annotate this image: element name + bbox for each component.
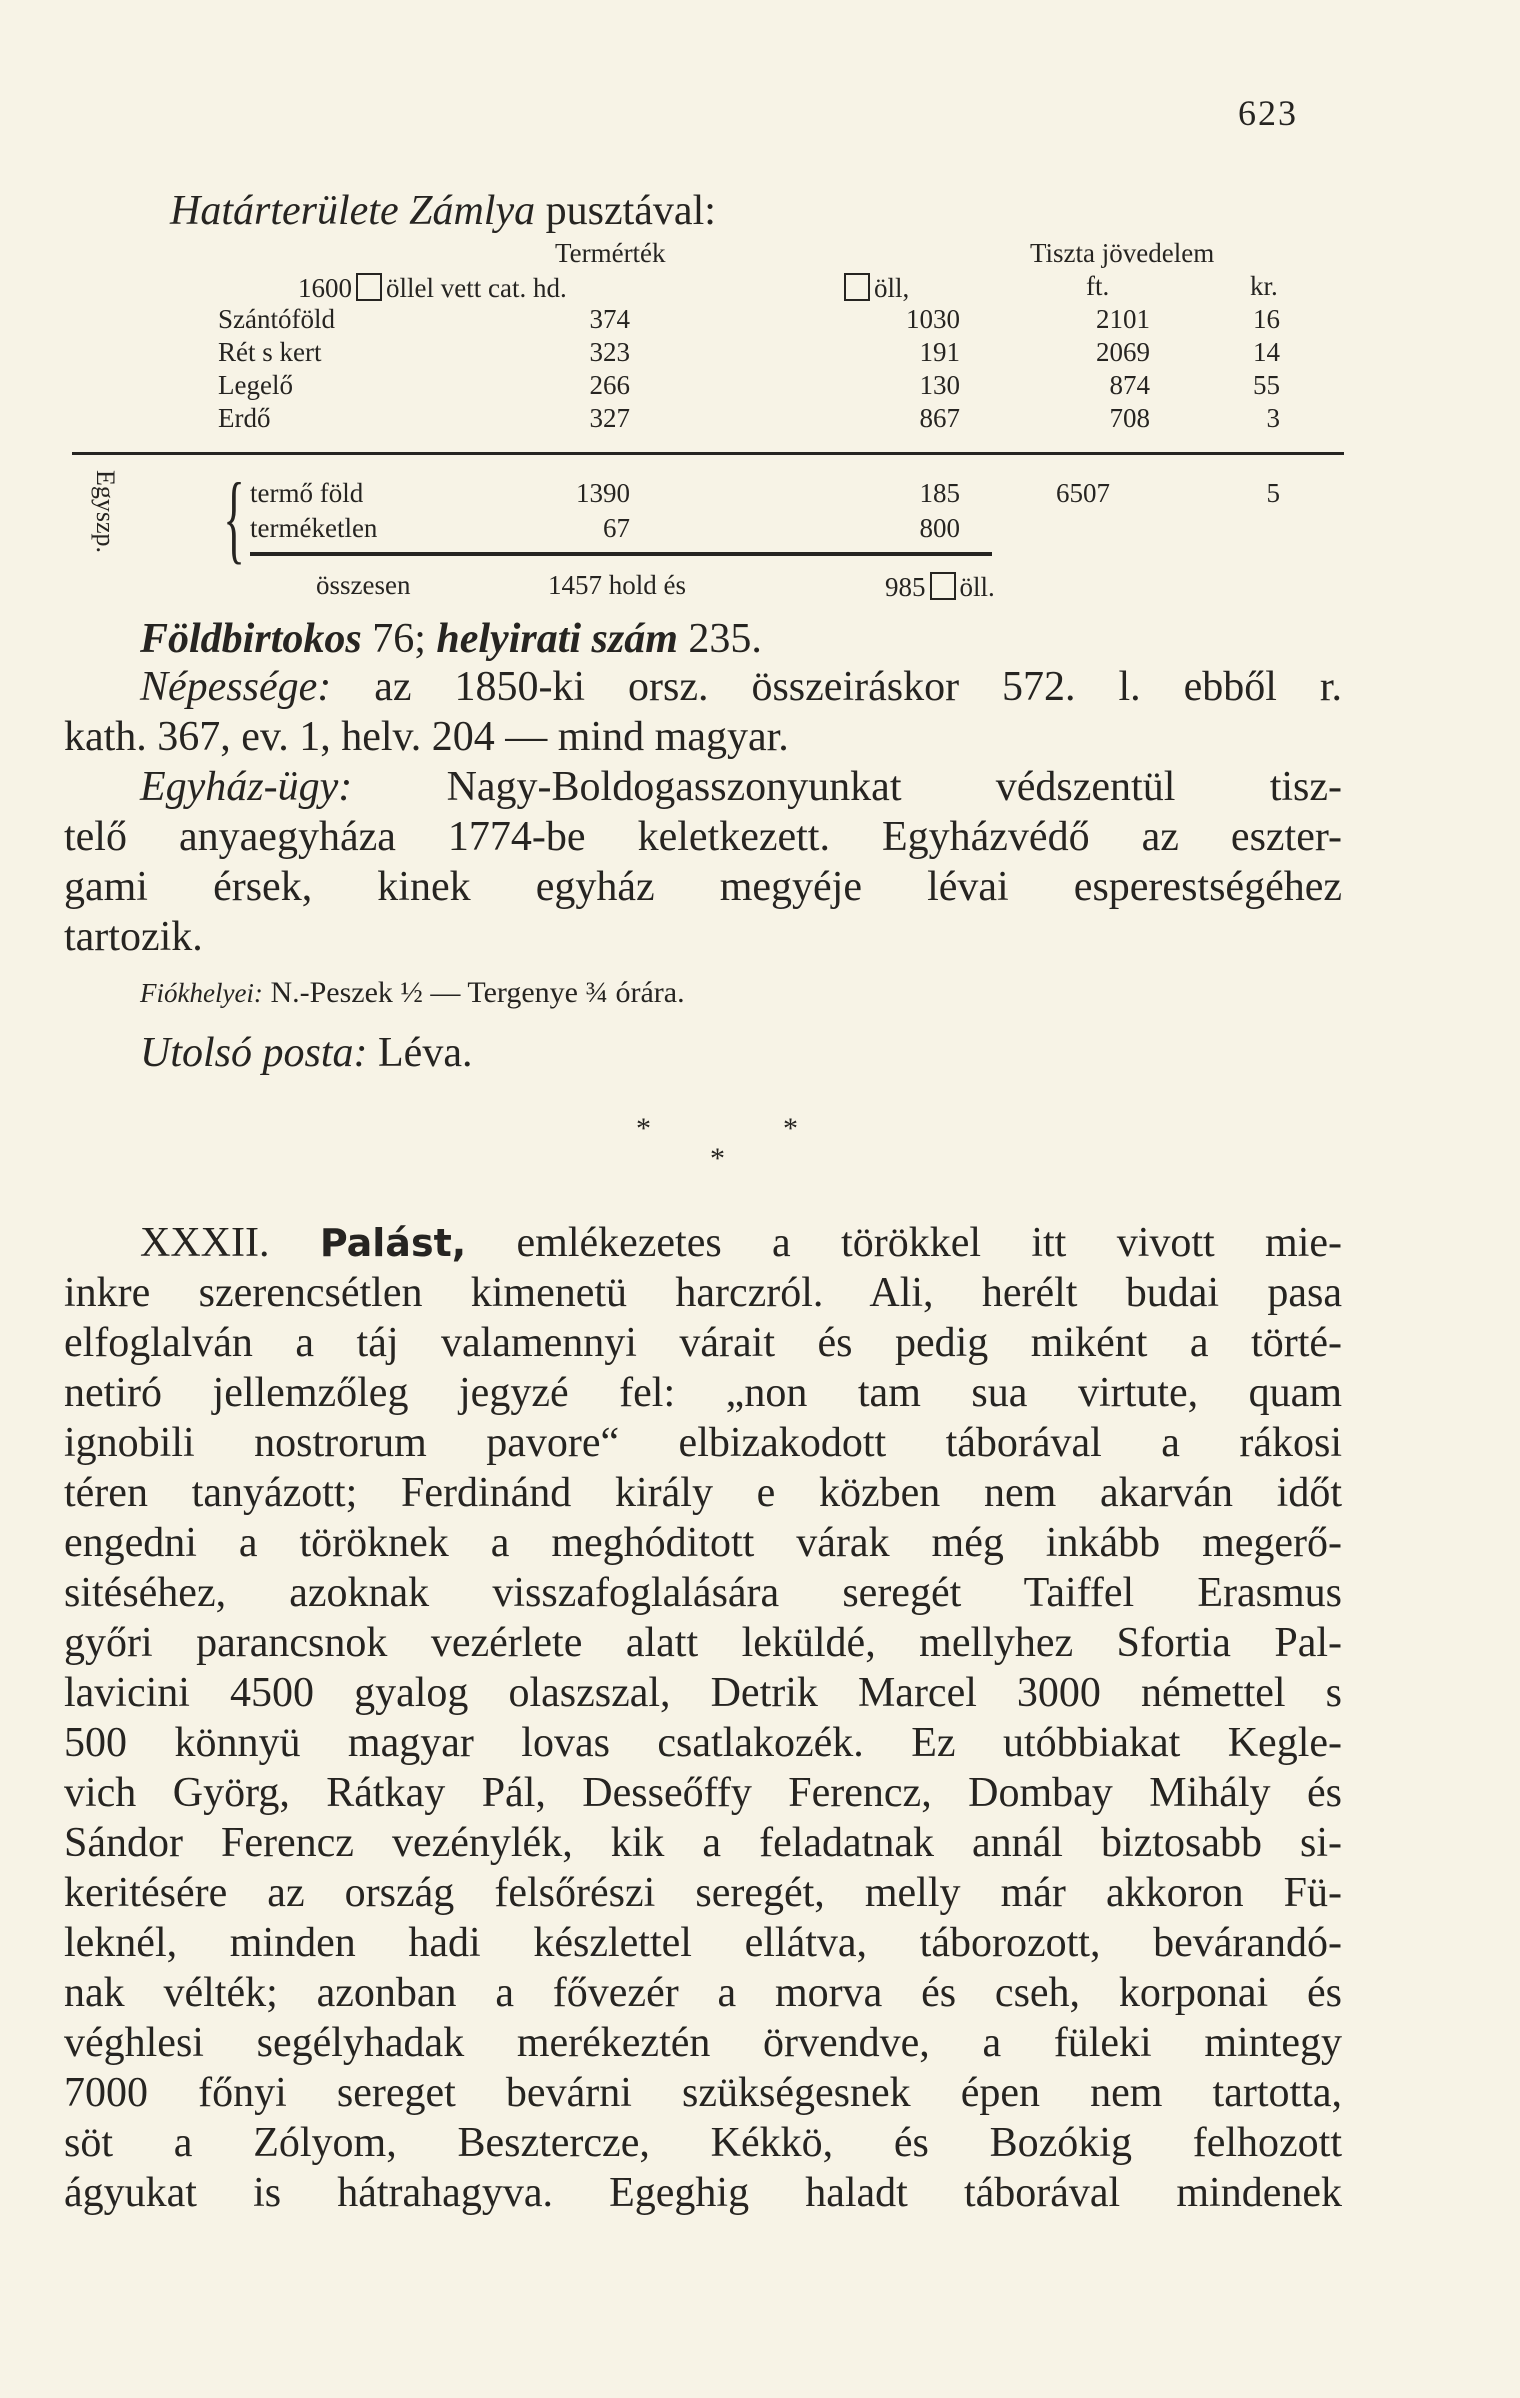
summary-oll: 800 [919,513,960,543]
section-line: engedni a töröknek a meghóditott várak még inkább megerő- [64,1520,1342,1566]
square-icon [844,273,870,301]
asterisk-icon: * [710,1142,725,1175]
fiokhelyei-label: Fiókhelyei: [140,978,263,1008]
section-line-1 [140,1222,1342,1264]
section-text: emlékezetes a törökkel itt vivott mie- [516,1220,1343,1266]
section-line: inkre szerencsétlen kimenetü harczról. Ali, herélt budai pasa [64,1270,1342,1316]
section-line: téren tanyázott; Ferdinánd király e közben nem akarván időt [64,1470,1342,1516]
table-header-box-label: öllel vett cat. hd. [386,273,567,303]
table-header-oll-label: öll, [874,273,910,303]
posta-label: Utolsó posta: [140,1030,368,1076]
nepesseg-line-2: kath. 367, ev. 1, helv. 204 — mind magyar. [64,714,789,760]
section-line: vich Györg, Rátkay Pál, Desseőffy Ferencz, Dombay Mihály és [64,1770,1342,1816]
table-divider [72,452,1344,455]
row-oll: 191 [919,337,960,367]
section-line: keritésére az ország felsőrészi seregét, melly már akkoron Fü- [64,1870,1342,1916]
fiokhelyei-line [140,978,685,1008]
posta-value: Léva. [378,1030,473,1076]
helyirati-label: helyirati szám [436,616,678,662]
section-line: lavicini 4500 gyalog olaszszal, Detrik Marcel 3000 némettel s [64,1670,1342,1716]
row-kr: 55 [1253,370,1280,400]
row-ft: 708 [1109,403,1150,433]
summary-hold: 67 [603,513,630,543]
section-line: ágyukat is hátrahagyva. Egeghig haladt táborával mindenek [64,2170,1342,2216]
row-name: Rét s kert [218,337,322,367]
row-oll: 1030 [906,304,960,334]
square-icon [356,273,382,301]
row-oll: 130 [919,370,960,400]
total-oll-value: 985 [885,572,926,602]
row-ft: 2069 [1096,337,1150,367]
summary-hold: 1390 [576,478,630,508]
table-header-termertek: Termérték [555,238,666,268]
row-hold: 266 [589,370,630,400]
egyhaz-line-2: telő anyaegyháza 1774-be keletkezett. Egyházvédő az eszter- [64,814,1342,860]
brace-icon: { [223,462,245,573]
section-line: 500 könnyü magyar lovas csatlakozék. Ez utóbbiakat Kegle- [64,1720,1342,1766]
egyhaz-line-1 [140,766,1342,808]
posta-line [140,1032,472,1074]
nepesseg-text-1: az 1850-ki orsz. összeiráskor 572. l. ebből r. [374,664,1342,710]
foldbirtokos-label: Földbirtokos [140,616,362,662]
section-line: nak vélték; azonban a fővezér a morva és cseh, korponai és [64,1970,1342,2016]
row-kr: 16 [1253,304,1280,334]
row-name: Legelő [218,370,293,400]
total-hold: 1457 hold és [548,570,686,600]
row-kr: 3 [1266,403,1280,433]
row-ft: 874 [1109,370,1150,400]
square-icon [930,572,956,600]
row-kr: 14 [1253,337,1280,367]
summary-name: termő föld [250,478,364,508]
table-header-ft: ft. [1086,271,1110,301]
row-hold: 374 [589,304,630,334]
heading [170,190,716,232]
section-line: Sándor Ferencz vezénylék, kik a feladatnak annál biztosabb si- [64,1820,1342,1866]
table-header-oll [840,273,909,302]
row-oll: 867 [919,403,960,433]
nepesseg-label: Népessége: [140,664,332,710]
section-line: ignobili nostrorum pavore“ elbizakodott táborával a rákosi [64,1420,1342,1466]
table-header-1600: 1600 [298,273,352,303]
summary-ft: 6507 [1056,478,1110,508]
foldbirtokos-line [140,618,762,660]
heading-italic: Határterülete Zámlya [170,188,536,234]
egyhaz-text-1: Nagy-Boldogasszonyunkat védszentül tisz- [446,764,1342,810]
side-label: Egyszp. [91,470,120,554]
helyirati-value: 235. [688,616,762,662]
summary-kr: 5 [1266,478,1280,508]
heading-rest: pusztával: [545,188,716,234]
nepesseg-line-1 [140,666,1342,708]
page-number: 623 [1238,93,1298,133]
row-ft: 2101 [1096,304,1150,334]
row-name: Szántóföld [218,304,335,334]
summary-divider [250,552,992,556]
summary-oll: 185 [919,478,960,508]
total-name: összesen [316,570,411,600]
fiokhelyei-text: N.-Peszek ½ — Tergenye ¾ órára. [270,976,685,1009]
section-line: 7000 főnyi sereget bevárni szükségesnek épen nem tartotta, [64,2070,1342,2116]
egyhaz-line-3: gami érsek, kinek egyház megyéje lévai esperestségéhez [64,864,1342,910]
section-line: netiró jellemzőleg jegyzé fel: „non tam sua virtute, quam [64,1370,1342,1416]
section-line: győri parancsnok vezérlete alatt leküldé, mellyhez Sfortia Pal- [64,1620,1342,1666]
asterisk-icon: * [636,1112,651,1145]
row-hold: 323 [589,337,630,367]
row-name: Erdő [218,403,271,433]
section-line: leknél, minden hadi készlettel ellátva, táborozott, bevárandó- [64,1920,1342,1966]
row-hold: 327 [589,403,630,433]
egyhaz-label: Egyház-ügy: [140,764,353,810]
asterisk-icon: * [783,1112,798,1145]
table-header-jovedelem: Tiszta jövedelem [1030,238,1215,268]
table-header-kr: kr. [1250,271,1278,301]
total-oll [885,572,995,601]
section-line: véghlesi segélyhadak merékeztén örvendve, a füleki mintegy [64,2020,1342,2066]
section-number: XXXII. [140,1220,270,1266]
section-line: sitéséhez, azoknak visszafoglalására seregét Taiffel Erasmus [64,1570,1342,1616]
table-header-row2 [298,273,567,302]
total-oll-suffix: öll. [959,572,995,602]
section-line: söt a Zólyom, Besztercze, Kékkö, és Bozókig felhozott [64,2120,1342,2166]
summary-name: terméketlen [250,513,378,543]
foldbirtokos-value: 76; [372,616,426,662]
section-name: Palást, [319,1221,467,1265]
section-line: elfoglalván a táj valamennyi várait és pedig miként a törté- [64,1320,1342,1366]
egyhaz-line-4: tartozik. [64,914,203,960]
